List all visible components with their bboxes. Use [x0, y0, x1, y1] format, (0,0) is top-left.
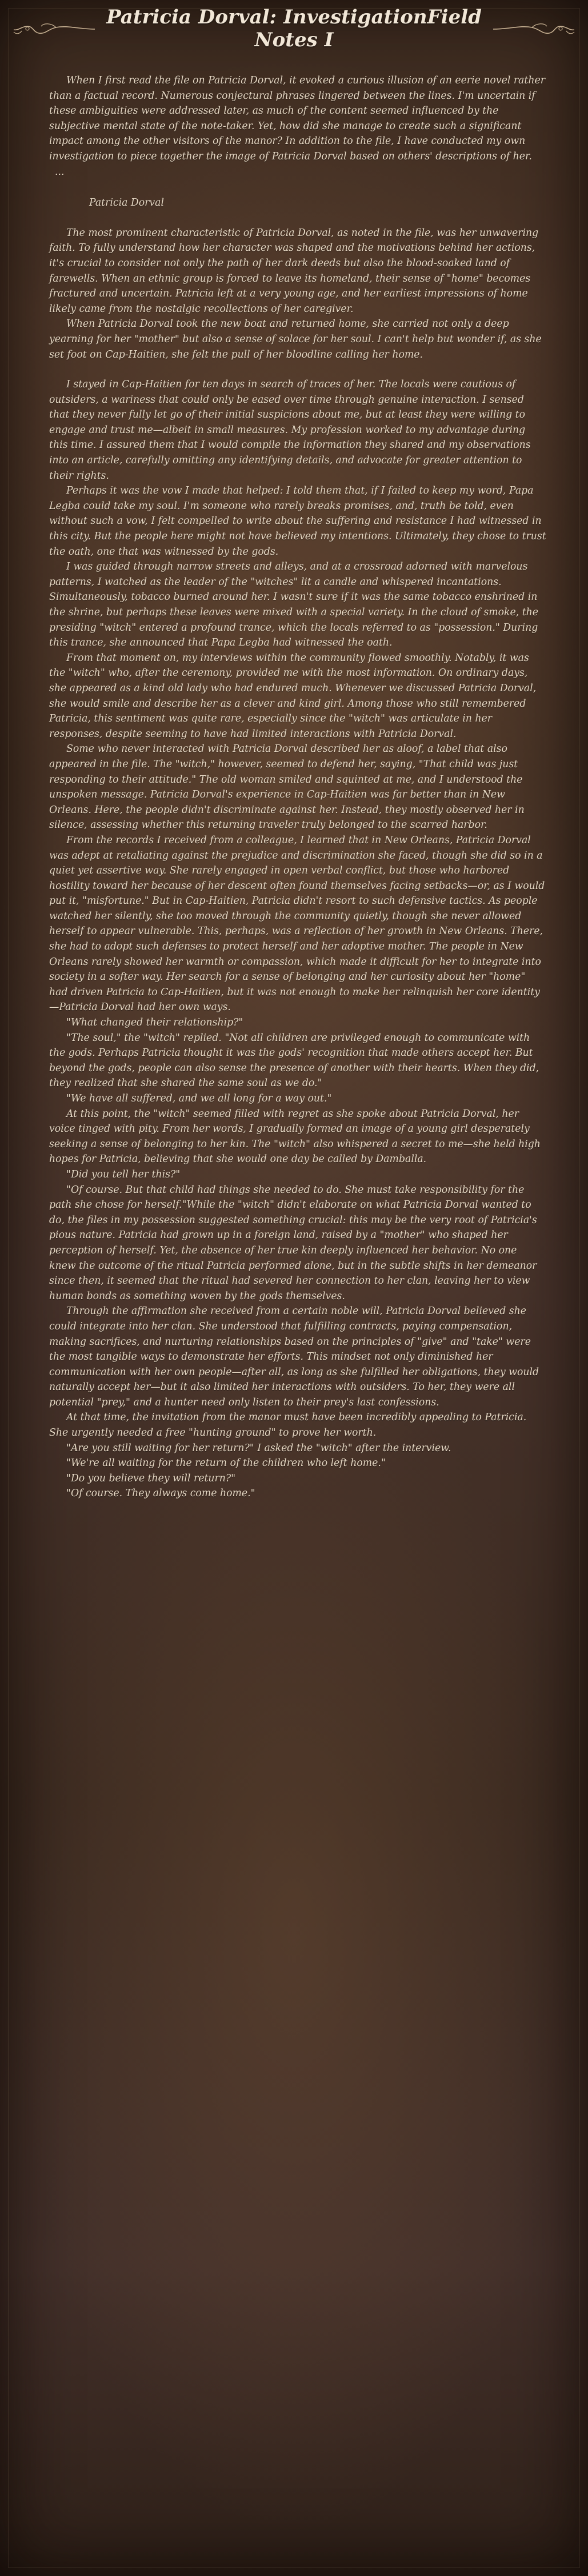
- body-paragraph: At this point, the "witch" seemed filled with regret as she spoke about Patricia Dorval, her voice tinged with pity. From her words, I gradually formed an image of a young girl desperately seeking a sense of belonging to her kin. The "witch" also whispered a secret to me—she held high hopes for Patricia, believing that she would one day be called by Damballa.: [49, 1108, 541, 1165]
- body-paragraph: Some who never interacted with Patricia Dorval described her as aloof, a label that also appeared in the file. The "witch," however, seemed to defend her, saying, "That child was just responding to their attitude." The old woman smiled and squinted at me, and I understood the unspoken message. Patricia Dorval's experience in Cap-Haitien was far better than in New Orleans. Here, the people didn't discriminate against her. Instead, they mostly observed her in silence, assessing whether this returning traveler truly belonged to the scarred harbor.: [49, 743, 525, 831]
- dialogue-line: "We're all waiting for the return of the children who left home.": [66, 1457, 386, 1469]
- body-paragraph: From the records I received from a colleague, I learned that in New Orleans, Patricia Dorval was adept at retaliating against the prejudice and discrimination she faced, though she did so in a quiet yet assertive way. She rarely engaged in open verbal conflict, but those who harbored hostility toward her because of her descent often found themselves facing setbacks—or, as I would put it, "misfortune." But in Cap-Haitien, Patricia didn't resort to such defensive tactics. As people watched her silently, she too moved through the community quietly, though she never allowed herself to appear vulnerable. This, perhaps, was a reflection of her growth in New Orleans. There, she had to adopt such defenses to protect herself and her adoptive mother. The people in New Orleans rarely showed her warmth or compassion, which made it difficult for her to integrate into society in a softer way. Her search for a sense of belonging and her curiosity about her "home" had driven Patricia to Cap-Haitien, but it was not enough to make her relinquish her core identity—Patricia Dorval had her own ways.: [49, 834, 545, 1013]
- body-paragraph: I was guided through narrow streets and alleys, and at a crossroad adorned with marvelous patterns, I watched as the leader of the "witches" lit a candle and whispered incantations. Simultaneously, tobacco burned around her. I wasn't sure if it was the same tobacco enshrined in the shrine, but perhaps these leaves were mixed with a special variety. In the cloud of smoke, the presiding "witch" entered a profound trance, which the locals referred to as "possession." During this trance, she announced that Papa Legba had witnessed the oath.: [49, 561, 539, 649]
- body-paragraph: I stayed in Cap-Haitien for ten days in search of traces of her. The locals were cautious of outsiders, a wariness that could only be eased over time through genuine interaction. I sensed that they never fully let go of their initial suspicions about me, but at least they were willing to engage and trust me—albeit in small measures. My profession worked to my advantage during this time. I assured them that I would compile the information they shared and my observations into an article, carefully omitting any identifying details, and advocate for greater attention to their rights.: [49, 379, 531, 482]
- body-paragraph: "Of course. But that child had things she needed to do. She must take responsibility for the path she chose for herself."While the "witch" didn't elaborate on what Patricia Dorval wanted to do, the files in my possession suggested something crucial: this may be the very root of Patricia's pious nature. Patricia had grown up in a foreign land, raised by a "mother" who shaped her perception of herself. Yet, the absence of her true kin deeply influenced her behavior. No one knew the outcome of the ritual Patricia performed alone, but in the subtle shifts in her demeanor since then, it seemed that the ritual had severed her connection to her clan, leaving her to view human bonds as something woven by the gods themselves.: [49, 1184, 537, 1302]
- notes-header: [0, 6, 588, 69]
- body-paragraph: Perhaps it was the vow I made that helped: I told them that, if I failed to keep my word, Papa Legba could take my soul. I'm someone who rarely breaks promises, and, truth be told, even without such a vow, I felt compelled to write about the suffering and resistance I had witnessed in this city. But the people here might not have believed my intentions. Ultimately, they chose to trust the oath, one that was witnessed by the gods.: [49, 485, 546, 558]
- dialogue-line: "Of course. They always come home.": [66, 1488, 255, 1500]
- body-paragraph: Through the affirmation she received from a certain noble will, Patricia Dorval believed she could integrate into her clan. She understood that fulfilling contracts, paying compensation, making sacrifices, and nurturing relationships based on the principles of "give" and "take" were the most tangible ways to demonstrate her efforts. This mindset not only diminished her communication with her own people—after all, as long as she fulfilled her obligations, they would naturally accept her—but it also limited her interactions with outsiders. To her, they were all potential "prey," and a hunter need only listen to their prey's last confessions.: [49, 1305, 539, 1408]
- title-line-1: Patricia Dorval: InvestigationField: [106, 6, 482, 29]
- body-paragraph: From that moment on, my interviews within the community flowed smoothly. Notably, it was the "witch" who, after the ceremony, provided me with the most information. On ordinary days, she appeared as a kind old lady who had endured much. Whenever we discussed Patricia Dorval, she would smile and describe her as a clever and kind girl. Among those who still remembered Patricia, this sentiment was quite rare, especially since the "witch" was articulate in her responses, despite seeming to have had limited interactions with Patricia Dorval.: [49, 652, 537, 740]
- dialogue-line: "We have all suffered, and we all long for a way out.": [66, 1093, 332, 1104]
- dialogue-line: "Do you believe they will return?": [66, 1472, 236, 1484]
- intro-paragraph: When I first read the file on Patricia Dorval, it evoked a curious illusion of an eerie novel rather than a factual record. Numerous conjectural phrases lingered between the lines. I'm uncertain if these ambiguities were addressed later, as much of the content seemed influenced by the subjective mental state of the note-taker. Yet, how did she manage to create such a significant impact among the other visitors of the manor? In addition to the file, I have conducted my own investigation to piece together the image of Patricia Dorval based on others' descriptions of her.: [49, 75, 545, 162]
- dialogue-line: "The soul," the "witch" replied. "Not all children are privileged enough to communicate with the gods. Perhaps Patricia thought it was the gods' recognition that made others accept her. But beyond the gods, people can also sense the presence of another with their hearts. When they did, they realized that she shared the same soul as we do.": [49, 1032, 539, 1089]
- flourish-left-icon: [10, 21, 96, 38]
- section-ellipsis: ...: [55, 166, 65, 178]
- section-subtitle: Patricia Dorval: [89, 197, 165, 209]
- body-paragraph: The most prominent characteristic of Patricia Dorval, as noted in the file, was her unwavering faith. To fully understand how her character was shaped and the motivations behind her actions, it's crucial to consider not only the path of her dark deeds but also the blood-soaked land of farewells. When an ethnic group is forced to leave its homeland, their sense of "home" becomes fractured and uncertain. Patricia left at a very young age, and her earliest impressions of home likely came from the nostalgic recollections of her caregiver.: [49, 227, 539, 315]
- body-paragraph: At that time, the invitation from the manor must have been incredibly appealing to Patricia. She urgently needed a free "hunting ground" to prove her worth.: [49, 1412, 527, 1439]
- body-paragraph: When Patricia Dorval took the new boat and returned home, she carried not only a deep yearning for her "mother" but also a sense of solace for her soul. I can't help but wonder if, as she set foot on Cap-Haitien, she felt the pull of her bloodline calling her home.: [49, 318, 542, 360]
- dialogue-line: "Are you still waiting for her return?" I asked the "witch" after the interview.: [66, 1442, 451, 1454]
- dialogue-line: "What changed their relationship?": [66, 1017, 243, 1029]
- notes-body: [49, 73, 546, 1501]
- flourish-right-icon: [492, 21, 578, 38]
- dialogue-line: "Did you tell her this?": [66, 1168, 181, 1180]
- title-line-2: Notes I: [254, 29, 334, 51]
